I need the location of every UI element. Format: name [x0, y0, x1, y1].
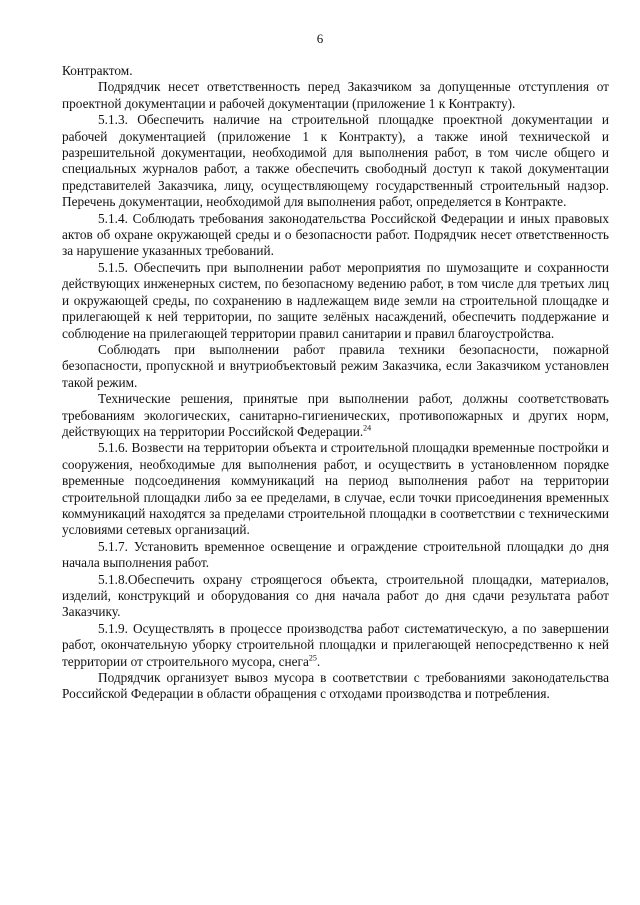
- paragraph-safety-rules: Соблюдать при выполнении работ правила техники безопасности, пожарной безопасности, пропускной и внутриобъектовый режим Заказчика, если Заказчиком установлен такой режим.: [62, 341, 609, 390]
- paragraph-5-1-8: 5.1.8.Обеспечить охрану строящегося объекта, строительной площадки, материалов, изделий, конструкций и оборудования со дня начала работ до дня сдачи результата работ Заказчику.: [62, 571, 609, 620]
- paragraph-5-1-7: 5.1.7. Установить временное освещение и ограждение строительной площадки до дня начала выполнения работ.: [62, 538, 609, 571]
- paragraph-5-1-5: 5.1.5. Обеспечить при выполнении работ мероприятия по шумозащите и сохранности действующих инженерных систем, по безопасному ведению работ, в том числе для третьих лиц и окружающей среды, по сохранению в надлежащем виде земли на строительной площадке и прилегающей к ней территории, по защите зелёных насаждений, обеспечить поддержание и соблюдение на прилегающей территории правил санитарии и правил благоустройства.: [62, 259, 609, 341]
- paragraph-5-1-9: 5.1.9. Осуществлять в процессе производства работ систематическую, а по завершении работ, окончательную уборку строительной площадки и прилегающей непосредственно к ней территории от строительного мусора, снега$^{25}$.: [62, 620, 609, 669]
- paragraph-5-1-9-text: 5.1.9. Осуществлять в процессе производства работ систематическую, а по завершении работ, окончательную уборку строительной площадки и прилегающей непосредственно к ней территории от строительного мусора, снега: [62, 620, 609, 669]
- paragraph-5-1-6: 5.1.6. Возвести на территории объекта и строительной площадки временные постройки и сооружения, необходимые для выполнения работ, и осуществить в установленном порядке временные подсоединения коммуникаций на период выполнения работ на территории строительной площадки либо за ее пределами, в случае, если точки присоединения временных коммуникаций находятся за пределами строительной площадки в соответствии с техническими условиями сетевых организаций.: [62, 440, 609, 538]
- footnote-ref-24: 24: [363, 423, 372, 433]
- document-body: [62, 63, 609, 703]
- paragraph-5-1-3: 5.1.3. Обеспечить наличие на строительной площадке проектной документации и рабочей документацией (приложение 1 к Контракту), а также иной технической и разрешительной документации, необходимой для выполнения работ, в том числе общего и специальных журналов работ, а также обеспечить свободный доступ к такой документации представителей Заказчика, лицу, осуществляющему государственный строительный надзор. Перечень документации, необходимой для выполнения работ, определяется в Контракте.: [62, 112, 609, 210]
- footnote-ref-25: 25: [308, 653, 317, 663]
- paragraph-technical-solutions: [62, 391, 609, 440]
- paragraph-continuation: Контрактом.: [62, 63, 133, 78]
- paragraph-contractor-responsibility: Подрядчик несет ответственность перед Заказчиком за допущенные отступления от проектной документации и рабочей документации (приложение 1 к Контракту).: [62, 79, 609, 111]
- paragraph-waste-removal: Подрядчик организует вывоз мусора в соответствии с требованиями законодательства Российской Федерации в области обращения с отходами производства и потребления.: [62, 670, 609, 702]
- paragraph-technical-solutions-text: Технические решения, принятые при выполнении работ, должны соответствовать требованиям экологических, санитарно-гигиенических, противопожарных и других норм, действующих на территории Российской Федерации.: [62, 391, 609, 439]
- paragraph-5-1-4: 5.1.4. Соблюдать требования законодательства Российской Федерации и иных правовых актов об охране окружающей среды и о безопасности работ. Подрядчик несет ответственность за нарушение указанных требований.: [62, 210, 609, 259]
- page-number: 6: [316, 31, 324, 46]
